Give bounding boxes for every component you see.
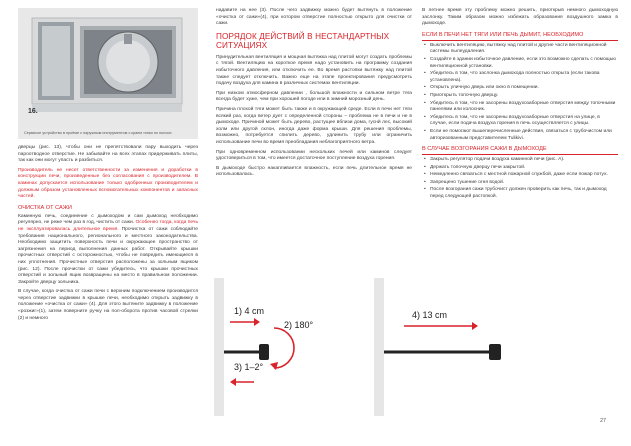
column-3	[422, 8, 618, 202]
section-heading-procedure: ПОРЯДОК ДЕЙСТВИЙ В НЕСТАНДАРТНЫХ СИТУАЦИЯХ	[216, 31, 390, 50]
paragraph: При одновременном использовании нескольких печей или каминов следует удостовериться в том, что имеется достаточное поступление воздуха горения.	[216, 149, 412, 162]
photo-illustration	[18, 8, 198, 128]
diagram-label-4: 4) 13 cm	[412, 310, 448, 320]
list-item: • Если не помогают вышеперечисленные действия, связаться с трубочистом или авторизованным представителем Tulikivi.	[430, 129, 618, 142]
paragraph: надавите на нее (3). После чего задвижку можно будет вытянуть в положение «очистка от сажи»(4), при котором отверстие полностью открыто для очистки от сажи.	[216, 8, 412, 27]
diagram-label-1: 1) 4 cm	[234, 306, 265, 316]
section-heading-soot-cleaning: ОЧИСТКА ОТ САЖИ	[18, 204, 72, 211]
soot-hatch-photo	[18, 8, 198, 128]
red-text-span: Особенно тогда, когда печь не эксплуатировалась длительное время.	[18, 220, 198, 232]
damper-diagram	[214, 278, 614, 416]
list-item: • Выключить вентиляцию, вытяжку над плитой и другие части вентиляционной системы пылеудаления.	[430, 43, 618, 56]
list-item: • Немедленно связаться с местной пожарной службой, даже если пожар потух.	[430, 172, 618, 179]
photo-caption: Сервисое устройство в проёме с наружным инструментом с краем топки по полосе.	[18, 128, 198, 139]
damper-diagram-svg	[214, 278, 614, 416]
red-warning: Производитель не несет ответственности за изменения и доработки в конструкции печи, произведенные без согласования с производителем. В каминах допускается использование только одобренных производителем и должным образом установленных вспомогательных компонентов и запасных частей.	[18, 167, 198, 200]
list-item: • Запрещено тушение огня водой.	[430, 180, 618, 187]
text-span: Прочистка от сажи соблюдайте требования национального, регионального и местного законодательства. Необходимо защитить поверхность печи и окружающее пространство от загрязнения на период выполнения данных работ. Открывайте крышки прочистных отверстий с осторожностью, чтобы не повредить имеющиеся в них уплотнения. Прочистные отверстия расположены за зольным ящиком (рис. 12). После прочистки от сажи убедитесь, что крышки прочистных отверстий и зольный ящик возвращены на место в правильном положении. Закройте дверцу зольника.	[18, 226, 198, 285]
list-item: • Приоткрыть топочную дверцу.	[430, 93, 618, 100]
damper-handle-left	[259, 344, 269, 360]
paragraph: В летнее время эту проблему можно решить, приоткрыв немного дымоходную заслонку. Таким образом можно избежать образования воздушного замка в дымоходе.	[422, 8, 618, 27]
no-draft-list	[422, 43, 618, 142]
paragraph	[18, 214, 198, 287]
page-number: 27	[600, 418, 607, 424]
paragraph: дверцы (рис. 13), чтобы они не препятствовали пару выходить через пароотводное отверстие. Не забывайте на всех этапах придерживать плиты, так как они могут упасть и разбиться.	[18, 145, 198, 164]
section-heading-soot-fire: В СЛУЧАЕ ВОЗГОРАНИЯ САЖИ В ДЫМОХОДЕ	[422, 146, 618, 155]
soot-fire-list	[422, 157, 618, 201]
paragraph: В случае, когда очистка от сажи печи с верхним подключением производится через отверстие задвижки в крышке печи, необходимо открыть задвижку в положение «очистка от сажи» (4). Для этого вытяните задвижку в положение «розжиг»(1), затем поверните ручку на пол-оборота против часовой стрелки (2) и немного	[18, 289, 198, 321]
paragraph: При низком атмосферном давлении , большой влажности и сильном ветре тяга всегда будет хуже, чем при хорошей погоде или в зимний морозный день.	[216, 90, 412, 103]
section-heading-no-draft: ЕСЛИ В ПЕЧИ НЕТ ТЯГИ ИЛИ ПЕЧЬ ДЫМИТ, НЕОБХОДИМО	[422, 32, 618, 41]
list-item: • После возгорания сажи трубочист должен проверить как печь, так и дымоход перед следующей растопкой.	[430, 187, 618, 200]
arrow-rotate	[274, 328, 294, 368]
column-1	[18, 145, 198, 325]
arrow-head	[472, 322, 478, 330]
text-span: Каминную печь, соединение с дымоходом и сам дымоход необходимо регулярно, не реже чем раз в год, чистить от сажи.	[18, 213, 198, 226]
paragraph: Принудительная вентиляция и мощная вытяжка над плитой могут создать проблемы с тягой. Вентиляцию на короткое время надо установить на программу создания избыточного давления, или отключить ее. Во время растопки вытяжку над плитой также следует отключить. Важно еще на этапе проектирования предусмотреть подачу воздуха для камина в различных системах вентиляции.	[216, 54, 412, 87]
wall-left	[214, 278, 224, 416]
list-item: • Держать топочную дверцу печи закрытой.	[430, 165, 618, 172]
list-item: • Убедитесь в том, что заслонка дымохода полностью открыта (если такова установлена).	[430, 71, 618, 84]
list-item: • Создайте в здании избыточное давление, если это возможно сделать с помощью вентиляционной установки.	[430, 57, 618, 70]
list-item: • Убедитесь в том, что не засорены воздухозаборные отверстия между топочными панелями или колосник.	[430, 101, 618, 114]
paragraph: В дымоходе быстро накапливается влажность, если печь длительное время не использовалась.	[216, 165, 412, 178]
diagram-label-2: 2) 180°	[284, 320, 314, 330]
column-2	[216, 8, 412, 182]
damper-handle-right	[489, 344, 501, 360]
arrow-head	[230, 378, 236, 386]
diagram-label-3: 3) 1–2°	[234, 362, 264, 372]
list-item: • Убедитесь в том, что не засорены воздухозаборные отверстия на улице, в случае, если подача воздуха горения в печь осуществляется с улицы.	[430, 115, 618, 128]
paragraph: Причина плохой тяги может быть также и в окружающей среде. Если в печи нет тяги всякий раз, когда ветер дует с определенной стороны – проблема не в печи и не в дымоходе. Причиной может быть дерево, растущее вблизи дома, гуснй лес, высокий холм или другой склон, иногда даже форма крыши. Для решения проблемы, возможно, потребуется спилить дерево, удлинить трубу или ограничить использование печи во время преобладания неблагоприятного ветра.	[216, 106, 412, 145]
list-item: • Закрыть регулятор подачи воздуха каминной печи (рис. А).	[430, 157, 618, 164]
list-item: • Открыть уличную дверь или окно в помещении.	[430, 85, 618, 92]
photo-figure-number: 16.	[28, 108, 38, 115]
wall-right	[374, 278, 384, 416]
arrow-head	[254, 318, 260, 326]
